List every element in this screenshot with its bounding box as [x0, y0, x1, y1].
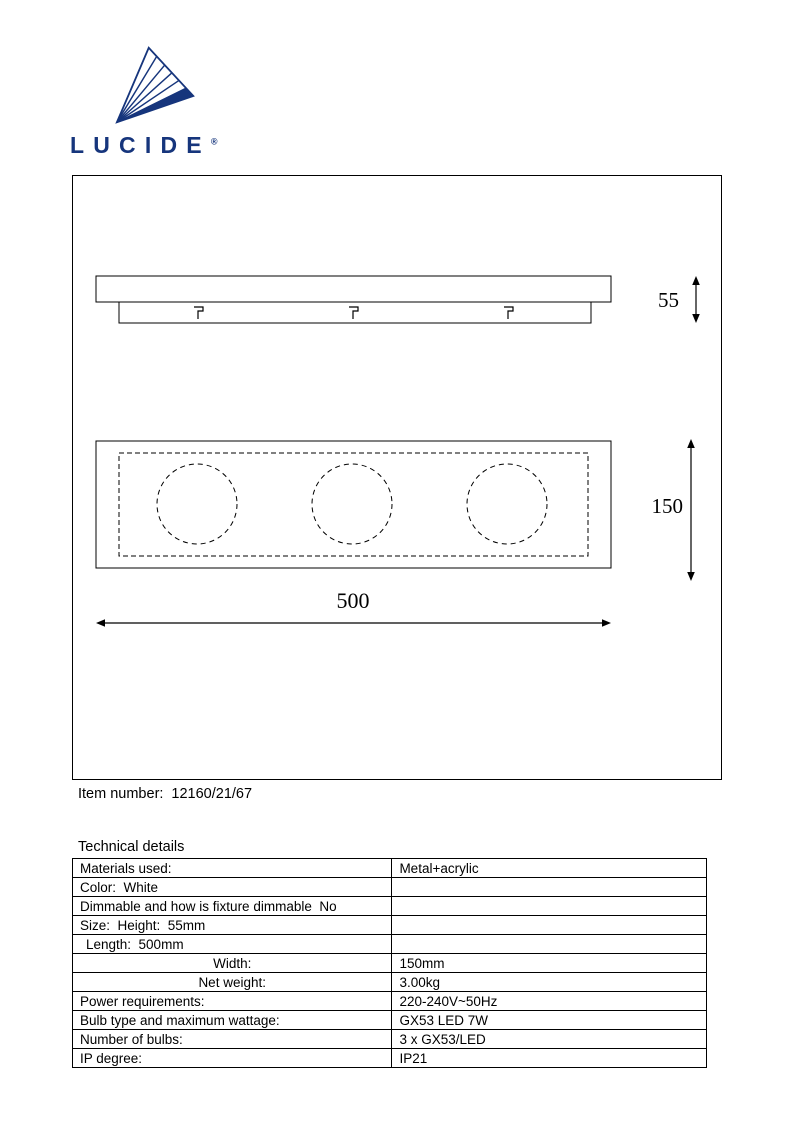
registered-trademark-symbol: ® [210, 136, 218, 147]
lucide-logo-icon [106, 44, 206, 126]
label-cell: Materials used: [73, 859, 392, 878]
table-row [73, 878, 707, 897]
item-number-line [78, 786, 252, 802]
table-row [73, 954, 707, 973]
item-number-value: 12160/21/67 [171, 786, 253, 802]
value-cell [392, 878, 707, 897]
value-cell [392, 916, 707, 935]
top-view-drawing [96, 441, 611, 568]
label-cell: Bulb type and maximum wattage: [73, 1011, 392, 1030]
table-row [73, 1011, 707, 1030]
table-row [73, 916, 707, 935]
dim-height-arrow [692, 276, 700, 323]
technical-details-table [72, 858, 707, 1068]
value-cell: 3 x GX53/LED [392, 1030, 707, 1049]
value-cell: Metal+acrylic [392, 859, 707, 878]
dim-width-arrow [687, 439, 695, 581]
item-number-label: Item number: [78, 786, 164, 802]
table-row [73, 859, 707, 878]
table-row [73, 973, 707, 992]
table-row [73, 992, 707, 1011]
dim-length-label: 500 [336, 588, 370, 613]
dim-length-arrow [96, 619, 611, 627]
table-row [73, 935, 707, 954]
technical-drawing [73, 176, 721, 779]
label-cell: Width: [73, 954, 392, 973]
table-row [73, 1030, 707, 1049]
technical-details-heading: Technical details [78, 839, 185, 855]
label-cell: Length: 500mm [73, 935, 392, 954]
label-cell: Power requirements: [73, 992, 392, 1011]
value-cell [392, 935, 707, 954]
table-row [73, 897, 707, 916]
label-cell: Size: Height: 55mm [73, 916, 392, 935]
technical-drawing-panel [72, 175, 722, 780]
dim-height-label: 55 [658, 288, 679, 312]
brand-logo [70, 44, 220, 159]
label-cell: Color: White [73, 878, 392, 897]
label-cell: Number of bulbs: [73, 1030, 392, 1049]
logo-wordmark-text: LUCIDE [70, 132, 211, 158]
value-cell: 150mm [392, 954, 707, 973]
dim-width-label: 150 [651, 494, 683, 518]
label-cell: Net weight: [73, 973, 392, 992]
value-cell: GX53 LED 7W [392, 1011, 707, 1030]
value-cell [392, 897, 707, 916]
value-cell: 220-240V~50Hz [392, 992, 707, 1011]
value-cell: 3.00kg [392, 973, 707, 992]
mount-clip-icons [194, 307, 513, 319]
logo-wordmark [70, 132, 220, 159]
value-cell: IP21 [392, 1049, 707, 1068]
label-cell: Dimmable and how is fixture dimmable No [73, 897, 392, 916]
table-row [73, 1049, 707, 1068]
label-cell: IP degree: [73, 1049, 392, 1068]
